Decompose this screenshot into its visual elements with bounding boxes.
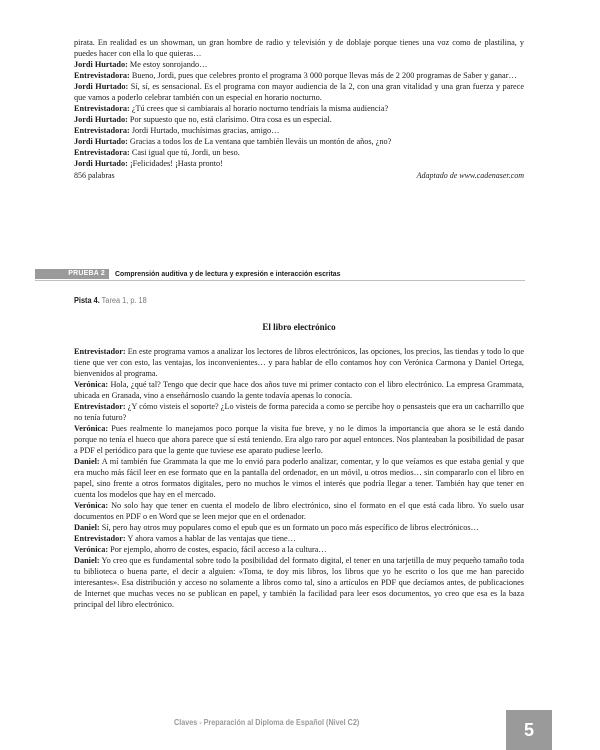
line-text: Me estoy sonrojando…: [127, 60, 208, 69]
book-credit: Claves - Preparación al Diploma de Español (Nivel C2): [174, 718, 360, 727]
speaker-name: Entrevistadora:: [74, 126, 130, 135]
line-text: Gracias a todos los de La ventana que también lleváis un montón de años, ¿no?: [127, 137, 392, 146]
dialogue-line: [74, 81, 524, 103]
dialogue-line: [74, 544, 524, 555]
dialogue-line: [74, 136, 524, 147]
prueba-header: [35, 269, 525, 281]
line-text: Hola, ¿qué tal? Tengo que decir que hace dos años tuve mi primer contacto con el libro electrónico. La empresa Grammata, ubicada en Granada, vino a enseñárnoslo cuando la gente todavía apenas lo conocía.: [74, 380, 524, 400]
source-credit: Adaptado de www.cadenaser.com: [416, 171, 524, 180]
dialogue-line: [74, 500, 524, 522]
speaker-name: Jordi Hurtado:: [74, 82, 129, 91]
pista-task: Tarea 1, p. 18: [101, 296, 147, 305]
page-number: 5: [506, 710, 552, 750]
line-text: No solo hay que tener en cuenta el modelo de libro electrónico, sino el formato en el que está cada libro. Yo suelo usar documentos en PDF o en Word que se leen mejor que en el ordenador.: [74, 501, 524, 521]
speaker-name: Verónica:: [74, 424, 109, 433]
prueba-tag: PRUEBA 2: [35, 269, 109, 279]
line-text: ¿Y cómo visteis el soporte? ¿Lo visteis de forma parecida a como se percibe hoy o pensasteis que era un cacharrillo que no tenía futuro?: [74, 402, 524, 422]
line-text: ¿Tú crees que si cambiarais al horario nocturno tendríais la misma audiencia?: [129, 104, 389, 113]
speaker-name: Jordi Hurtado:: [74, 159, 128, 168]
dialogue-line: [74, 555, 524, 610]
speaker-name: Entrevistador:: [74, 402, 126, 411]
line-text: Sí, sí, es sensacional. Es el programa con mayor audiencia de la 2, con una gran vitalidad y una gran fuerza y parece que vamos a poderlo celebrar también con un especial en horario nocturno.: [74, 82, 524, 102]
dialogue-line: [74, 114, 524, 125]
dialogue-line: [74, 346, 524, 379]
speaker-name: Verónica:: [74, 501, 109, 510]
line-text: Casi igual que tú, Jordi, un beso.: [129, 148, 240, 157]
dialogue-line: [74, 70, 524, 81]
speaker-name: Jordi Hurtado:: [74, 137, 128, 146]
intro-paragraph: pirata. En realidad es un showman, un gran hombre de radio y televisión y de doblaje porque tienes una voz como de plastilina, y puedes hacer con ella lo que quieras…: [74, 38, 524, 58]
line-text: Y ahora vamos a hablar de las ventajas que tiene…: [125, 534, 296, 543]
dialogue-line: [74, 522, 524, 533]
dialogue-article: [74, 346, 524, 610]
speaker-name: Entrevistadora:: [74, 104, 130, 113]
dialogue-line: [74, 379, 524, 401]
speaker-name: Jordi Hurtado:: [74, 60, 128, 69]
dialogue-line: [74, 456, 524, 500]
speaker-name: Entrevistadora:: [74, 71, 130, 80]
speaker-name: Daniel:: [74, 556, 100, 565]
dialogue-line: [74, 147, 524, 158]
word-count: 856 palabras: [74, 171, 115, 180]
speaker-name: Jordi Hurtado:: [74, 115, 128, 124]
prueba-title: Comprensión auditiva y de lectura y expresión e interacción escritas: [115, 269, 341, 278]
dialogue-line: [74, 59, 524, 70]
line-text: Por supuesto que no, está clarísimo. Otra cosa es un especial.: [127, 115, 332, 124]
speaker-name: Daniel:: [74, 457, 100, 466]
pista-label: Pista 4.: [74, 296, 100, 305]
dialogue-line: [74, 158, 524, 169]
top-footer-row: [74, 170, 524, 181]
line-text: Bueno, Jordi, pues que celebres pronto el programa 3 000 porque llevas más de 2 200 programas de Saber y ganar…: [129, 71, 517, 80]
line-text: A mí también fue Grammata la que me lo envió para poderlo analizar, comentar, y lo que veíamos es que estaba genial y que era mucho más fácil leer en ese formato que en la pantalla del ordenador, en un móvil, u otros medios… sin compararlo con el libro en papel, sino frente a otros formatos digitales, pero no muchos le vimos el interés que podría llegar a tener. También hay que tener en cuenta los modelos que hay en el mercado.: [74, 457, 524, 499]
top-section: [74, 37, 524, 181]
speaker-name: Entrevistadora:: [74, 148, 130, 157]
line-text: ¡Felicidades! ¡Hasta pronto!: [127, 159, 223, 168]
article-title: El libro electrónico: [262, 322, 336, 332]
line-text: Jordi Hurtado, muchísimas gracias, amigo…: [129, 126, 280, 135]
line-text: Yo creo que es fundamental sobre todo la posibilidad del formato digital, el tener en una tarjetilla de muy pequeño tamaño toda tu biblioteca o buena parte, el decir a alguien: «Toma, te doy mis libros, los libros que yo he escrito o los que me han parecido interesantes». Esa distribución y acceso no solamente a libros como tal, sino a artículos en PDF que decíamos antes, de publicaciones de Internet que muchas veces no se publican en papel, y también la facilidad para leer esos documentos, yo creo que esa es la baza principal del libro electrónico.: [74, 556, 524, 609]
speaker-name: Verónica:: [74, 545, 109, 554]
line-text: Sí, pero hay otros muy populares como el epub que es un formato un poco más específico de libros electrónicos…: [99, 523, 479, 532]
pista-line: [74, 296, 147, 306]
line-text: Pues realmente lo manejamos poco porque la visita fue breve, y no le dimos la importancia que ahora se le está dando porque no tenía el hueco que ahora parece que sí está teniendo. Era algo raro por aquel entonces. Nos planteaban la posibilidad de pasar a PDF el periódico para que la gente que tuviese ese aparato pudiese leerlo.: [74, 424, 524, 455]
line-text: Por ejemplo, ahorro de costes, espacio, fácil acceso a la cultura…: [108, 545, 327, 554]
speaker-name: Entrevistador:: [74, 347, 126, 356]
line-text: En este programa vamos a analizar los lectores de libros electrónicos, las opciones, los precios, las tiendas y todo lo que tiene que ver con esto, las ventajas, los inconvenientes… y para hablar de ello contamos hoy con Verónica Carmona y Daniel Ortega, bienvenidos al programa.: [74, 347, 524, 378]
dialogue-line: [74, 401, 524, 423]
speaker-name: Entrevistador:: [74, 534, 126, 543]
dialogue-line: [74, 125, 524, 136]
dialogue-line: [74, 103, 524, 114]
dialogue-line: [74, 533, 524, 544]
speaker-name: Verónica:: [74, 380, 109, 389]
dialogue-line: [74, 423, 524, 456]
dialogue-top: [74, 59, 524, 169]
speaker-name: Daniel:: [74, 523, 100, 532]
